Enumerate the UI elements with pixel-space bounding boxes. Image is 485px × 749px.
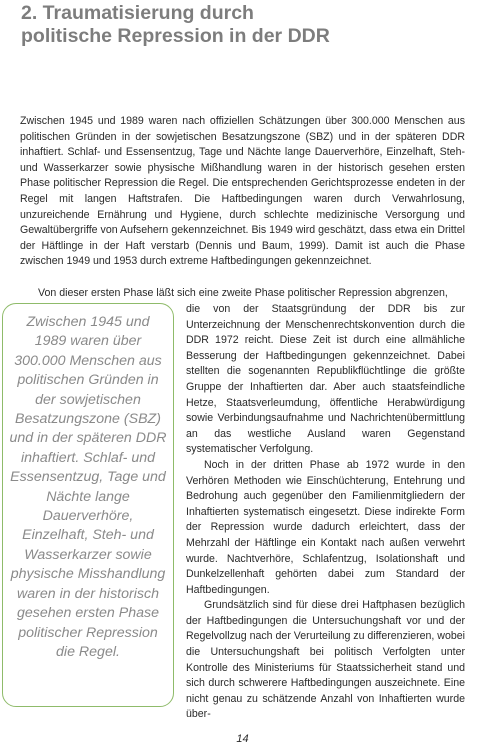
- paragraph-3: Noch in der dritten Phase ab 1972 wurde in den Verhören Methoden wie Einschüchterung, Entehrung und Bedrohung auch gegenüber den Familienmitgliedern der Inhaftierten systematisch eingesetzt. Diese indirekte Form der Repression wurde dadurch erleichtert, dass der Mehrzahl der Häftlinge ein Kontakt nach außen verwehrt wurde. Nachtverhöre, Schlafentzug, Isolationshaft und Dunkelzellenhaft gehörten dabei zum Standard der Haftbedingungen.: [186, 458, 465, 596]
- paragraph-2-continued: die von der Staatsgründung der DDR bis zur Unterzeichnung der Menschenrechtskonvention durch die DDR 1972 reicht. Diese Zeit ist durch eine allmähliche Besserung der Haftbedingungen gekennzeichnet. Dabei stellten die sogenannten Republikflüchtlinge die größte Gruppe der Inhaftierten dar. Aber auch staatsfeindliche Hetze, Staatsverleumdung, öffentliche Herabwürdigung sowie Verbindungsaufnahme und Nachrichtenübermittlung an das westliche Ausland waren Gegenstand systematischer Verfolgung.: [186, 303, 465, 456]
- section-heading-line-1: 2. Traumatisierung durch: [21, 2, 254, 24]
- section-heading-line-2: politische Repression in der DDR: [21, 25, 330, 47]
- section-heading: [21, 2, 471, 48]
- paragraph-4: Grundsätzlich sind für diese drei Haftphasen bezüglich der Haftbedingungen die Untersuchungshaft vor und der Regelvollzug nach der Verurteilung zu differenzieren, wobei die Untersuchungshaft bei politisch Verfolgten unter Kontrolle des Ministeriums für Staatssicherheit stand und sich durch schwerere Haftbedingungen auszeichnete. Eine nicht genau zu schätzende Anzahl von Inhaftierten wurde über-: [186, 599, 465, 721]
- pull-quote-text: Zwischen 1945 und 1989 waren über 300.000 Menschen aus politischen Gründen in der sowjetischen Besatzungszone (SBZ) und in der späteren DDR inhaftiert. Schlaf- und Essensentzug, Tage und Nächte lange Dauerverhöre, Einzelhaft, Steh- und Wasserkarzer sowie physische Misshandlung waren in der historisch gesehen ersten Phase politischer Repression die Regel.: [9, 314, 167, 660]
- paragraph-2-start: Von dieser ersten Phase läßt sich eine zweite Phase politischer Repression abgrenzen,: [38, 287, 448, 299]
- page-number: 14: [236, 733, 249, 745]
- paragraph-1: Zwischen 1945 und 1989 waren nach offiziellen Schätzungen über 300.000 Menschen aus politischen Gründen in der sowjetischen Besatzungszone (SBZ) und in der späteren DDR inhaftiert. Schlaf- und Essensentzug, Tage und Nächte lange Dauerverhöre, Einzelhaft, Steh- und Wasserkarzer sowie physische Mißhandlung waren in der historisch gesehen ersten Phase politischer Repression die Regel. Die entsprechenden Gerichtsprozesse endeten in der Regel mit langen Haftstrafen. Die Haftbedingungen waren durch Verwahrlosung, unzureichende Ernährung und Hygiene, durch schlechte medizinische Versorgung und Gewaltübergriffe von Aufsehern gekennzeichnet. Bis 1949 wird geschätzt, dass etwa ein Drittel der Häftlinge in der Haft verstarb (Dennis und Baum, 1999). Damit ist auch die Phase zwischen 1949 und 1953 durch extreme Haftbedingungen gekennzeichnet.: [20, 115, 465, 268]
- pull-quote-box: [2, 303, 174, 707]
- right-column: [186, 302, 465, 723]
